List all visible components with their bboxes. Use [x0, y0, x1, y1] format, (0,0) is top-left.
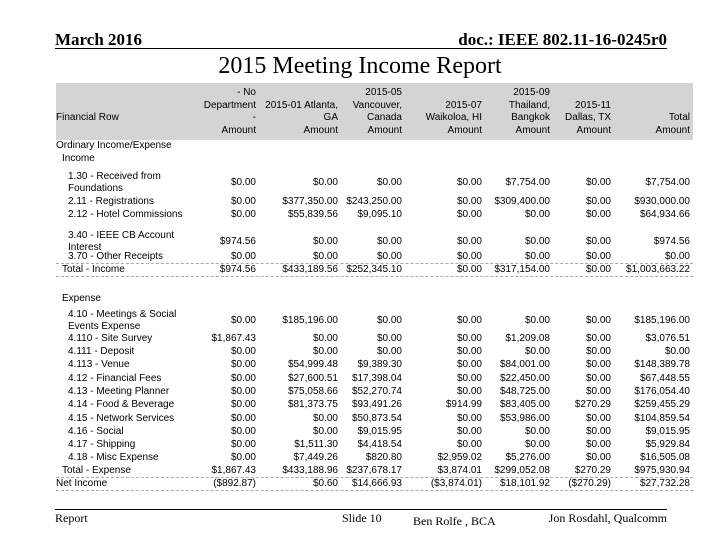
cell-value: $0.00 [524, 251, 550, 262]
cell-value: $309,400.00 [494, 196, 550, 207]
column-header-line [600, 100, 690, 113]
cell-value: $81,373.75 [287, 399, 338, 410]
cell-value: $0.00 [585, 209, 611, 220]
cell-value: $0.00 [376, 333, 402, 344]
cell-value: $299,052.08 [494, 465, 550, 476]
cell-value: $52,270.74 [351, 386, 402, 397]
cell-value: $0.00 [312, 333, 338, 344]
cell-value: $0.00 [585, 439, 611, 450]
cell-value: $433,189.56 [282, 264, 338, 275]
cell-value: $0.00 [376, 315, 402, 326]
row-label: 4.111 - Deposit [68, 346, 135, 357]
cell-value: $0.00 [312, 413, 338, 424]
cell-value: $0.00 [312, 346, 338, 357]
cell-value: $0.00 [230, 413, 256, 424]
cell-value: $0.00 [456, 315, 482, 326]
cell-value: $0.00 [456, 177, 482, 188]
cell-value: ($270.29) [568, 478, 611, 489]
row-label: Total - Expense [62, 465, 131, 476]
row-separator [56, 490, 693, 491]
cell-value: $377,350.00 [282, 196, 338, 207]
cell-value: $0.60 [312, 478, 338, 489]
cell-value: $0.00 [585, 373, 611, 384]
cell-value: $55,839.56 [287, 209, 338, 220]
cell-value: $4,418.54 [357, 439, 402, 450]
row-label: 4.15 - Network Services [68, 413, 175, 424]
cell-value: $5,929.84 [645, 439, 690, 450]
column-header-0 [166, 87, 256, 137]
cell-value: $0.00 [585, 333, 611, 344]
cell-value: $0.00 [376, 346, 402, 357]
column-header-line: Waikoloa, HI [425, 112, 482, 123]
column-header-line: 2015-01 Atlanta, [265, 99, 338, 111]
cell-value: $14,666.93 [351, 478, 402, 489]
cell-value: $7,449.26 [293, 452, 338, 463]
cell-value: $64,934.66 [639, 209, 690, 220]
cell-value: $0.00 [230, 177, 256, 188]
cell-value: $9,015.95 [645, 426, 690, 437]
column-header-2 [312, 87, 402, 137]
cell-value: $9,095.10 [357, 209, 402, 220]
column-header-line: Canada [366, 112, 402, 123]
row-label: 4.110 - Site Survey [68, 333, 153, 344]
column-header-line: Amount [221, 124, 256, 136]
cell-value: $0.00 [312, 426, 338, 437]
footer-left: Report [55, 511, 88, 525]
cell-value: $252,345.10 [346, 264, 402, 275]
cell-value: $9,389.30 [357, 359, 402, 370]
cell-value: $0.00 [230, 452, 256, 463]
cell-value: $84,001.00 [499, 359, 550, 370]
cell-value: $93,491.26 [351, 399, 402, 410]
table-header [56, 83, 693, 140]
row-label: 1.30 - Received from Foundations [68, 171, 161, 194]
cell-value: $0.00 [456, 236, 482, 247]
cell-value: $9,015.95 [357, 426, 402, 437]
column-header-financial-row: Financial Row [56, 112, 119, 123]
header-doc-id: doc.: IEEE 802.11-16-0245r0 [458, 30, 667, 49]
cell-value: $0.00 [230, 426, 256, 437]
cell-value: $1,209.08 [505, 333, 550, 344]
column-header-line [600, 87, 690, 100]
cell-value: $0.00 [456, 196, 482, 207]
cell-value: $0.00 [524, 209, 550, 220]
row-label: 4.18 - Misc Expense [68, 452, 159, 463]
cell-value: $0.00 [376, 251, 402, 262]
cell-value: $0.00 [585, 413, 611, 424]
cell-value: $0.00 [456, 426, 482, 437]
cell-value: $0.00 [376, 177, 402, 188]
header-divider [55, 48, 667, 49]
cell-value: $0.00 [230, 386, 256, 397]
cell-value: $259,455.29 [634, 399, 690, 410]
cell-value: $0.00 [456, 264, 482, 275]
column-header-line: Thailand, [508, 99, 550, 111]
cell-value: $1,511.30 [294, 439, 338, 450]
cell-value: $930,000.00 [634, 196, 690, 207]
cell-value: $75,058.66 [287, 386, 338, 397]
cell-value: $0.00 [585, 264, 611, 275]
cell-value: $0.00 [585, 251, 611, 262]
column-header-5 [521, 87, 611, 137]
cell-value: $0.00 [524, 236, 550, 247]
column-header-line: 2015-05 [365, 87, 402, 98]
footer-presenter: Ben Rolfe , BCA [413, 514, 496, 528]
row-label: 4.17 - Shipping [68, 439, 136, 450]
cell-value: $243,250.00 [346, 196, 402, 207]
cell-value: $0.00 [312, 236, 338, 247]
cell-value: $5,276.00 [505, 452, 550, 463]
cell-value: $1,003,663.22 [626, 264, 690, 275]
column-header-line: 2015-07 [445, 99, 482, 111]
cell-value: $0.00 [585, 236, 611, 247]
column-header-line: 2015-09 [513, 87, 550, 98]
column-header-line: Total [668, 112, 690, 123]
cell-value: $7,754.00 [645, 177, 690, 188]
cell-value: ($3,874.01) [430, 478, 482, 489]
cell-value: $0.00 [524, 426, 550, 437]
cell-value: $974.56 [219, 264, 256, 275]
cell-value: $0.00 [585, 196, 611, 207]
cell-value: $0.00 [230, 196, 256, 207]
column-header-line: Amount [303, 124, 338, 136]
row-label: Ordinary Income/Expense [56, 140, 172, 151]
row-label: 4.13 - Meeting Planner [68, 386, 170, 397]
column-header-line: 2015-11 [575, 99, 611, 111]
cell-value: $7,754.00 [505, 177, 550, 188]
column-header-line [521, 87, 611, 100]
cell-value: $17,398.04 [351, 373, 402, 384]
cell-value: $148,389.78 [634, 359, 690, 370]
cell-value: $0.00 [585, 177, 611, 188]
cell-value: $27,600.51 [287, 373, 338, 384]
column-header-line: Dallas, TX [565, 112, 611, 123]
cell-value: $0.00 [585, 386, 611, 397]
cell-value: $0.00 [230, 399, 256, 410]
row-label: 4.10 - Meetings & Social Events Expense [68, 309, 177, 332]
cell-value: $0.00 [664, 346, 690, 357]
cell-value: $0.00 [456, 333, 482, 344]
footer-slide-number: Slide 10 [342, 511, 382, 525]
row-label: 4.16 - Social [68, 426, 124, 437]
header-date: March 2016 [55, 30, 143, 49]
column-header-line: - No [237, 87, 256, 98]
cell-value: $3,076.51 [645, 333, 690, 344]
cell-value: $48,725.00 [499, 386, 550, 397]
cell-value: $0.00 [524, 439, 550, 450]
cell-value: $0.00 [456, 359, 482, 370]
cell-value: $0.00 [456, 373, 482, 384]
cell-value: $16,505.08 [639, 452, 690, 463]
column-header-6 [600, 87, 690, 137]
cell-value: $974.56 [653, 236, 690, 247]
cell-value: $0.00 [230, 373, 256, 384]
cell-value: $237,678.17 [346, 465, 402, 476]
row-label: 4.113 - Venue [68, 359, 130, 370]
cell-value: $176,054.40 [634, 386, 690, 397]
column-header-line: Amount [447, 124, 482, 136]
cell-value: $27,732.28 [639, 478, 690, 489]
cell-value: $185,196.00 [634, 315, 690, 326]
row-label: Total - Income [62, 264, 125, 275]
cell-value: $0.00 [524, 346, 550, 357]
row-label: Net Income [56, 478, 108, 489]
cell-value: $22,450.00 [499, 373, 550, 384]
cell-value: $50,873.54 [351, 413, 402, 424]
cell-value: $185,196.00 [282, 315, 338, 326]
row-label: 4.14 - Food & Beverage [68, 399, 175, 410]
cell-value: $104,859.54 [634, 413, 690, 424]
row-label: 3.40 - IEEE CB Account Interest [68, 230, 175, 253]
cell-value: $0.00 [230, 346, 256, 357]
row-label: 3.70 - Other Receipts [68, 251, 164, 262]
column-header-line: Amount [576, 124, 611, 136]
cell-value: $0.00 [585, 315, 611, 326]
row-separator [56, 477, 693, 478]
column-header-line: Amount [655, 124, 690, 136]
cell-value: $914.99 [445, 399, 482, 410]
cell-value: $0.00 [312, 251, 338, 262]
row-separator [56, 263, 693, 264]
cell-value: $0.00 [664, 251, 690, 262]
footer-divider [55, 509, 667, 510]
cell-value: $83,405.00 [499, 399, 550, 410]
cell-value: $0.00 [456, 209, 482, 220]
cell-value: $0.00 [456, 439, 482, 450]
cell-value: $0.00 [230, 315, 256, 326]
column-header-line: Vancouver, [352, 99, 402, 111]
row-label: Expense [62, 293, 101, 304]
cell-value: $0.00 [456, 413, 482, 424]
cell-value: $975,930.94 [634, 465, 690, 476]
cell-value: $433,188.96 [282, 465, 338, 476]
cell-value: $0.00 [585, 359, 611, 370]
cell-value: ($892.87) [213, 478, 256, 489]
row-label: 2.12 - Hotel Commissions [68, 209, 183, 220]
cell-value: $270.29 [574, 399, 611, 410]
cell-value: $1,867.43 [211, 465, 256, 476]
cell-value: $0.00 [585, 452, 611, 463]
row-label: 2.11 - Registrations [68, 196, 154, 207]
column-header-line: Bangkok [511, 112, 550, 123]
cell-value: $317,154.00 [494, 264, 550, 275]
cell-value: $0.00 [230, 209, 256, 220]
cell-value: $54,999.48 [287, 359, 338, 370]
column-header-line: Department [203, 99, 256, 111]
cell-value: $0.00 [230, 359, 256, 370]
cell-value: $53,986.00 [499, 413, 550, 424]
cell-value: $67,448.55 [639, 373, 690, 384]
column-header-line: Amount [367, 124, 402, 136]
cell-value: $0.00 [524, 315, 550, 326]
cell-value: $0.00 [312, 177, 338, 188]
column-header-line: Amount [515, 124, 550, 136]
row-label: Income [62, 153, 95, 164]
column-header-line: GA [323, 112, 338, 123]
cell-value: $0.00 [585, 426, 611, 437]
cell-value: $3,874.01 [437, 465, 482, 476]
cell-value: $1,867.43 [211, 333, 256, 344]
cell-value: $2,959.02 [437, 452, 482, 463]
cell-value: $0.00 [585, 346, 611, 357]
footer-author: Jon Rosdahl, Qualcomm [548, 511, 667, 525]
cell-value: $0.00 [456, 251, 482, 262]
income-report-table [56, 83, 693, 489]
cell-value: $0.00 [230, 439, 256, 450]
cell-value: $0.00 [376, 236, 402, 247]
cell-value: $0.00 [230, 251, 256, 262]
row-label: 4.12 - Financial Fees [68, 373, 162, 384]
row-separator [56, 276, 693, 277]
cell-value: $0.00 [456, 386, 482, 397]
cell-value: $18,101.92 [499, 478, 550, 489]
cell-value: $820.80 [365, 452, 402, 463]
cell-value: $974.56 [219, 236, 256, 247]
page-title: 2015 Meeting Income Report [218, 53, 502, 79]
cell-value: $0.00 [456, 346, 482, 357]
column-header-line: - [252, 112, 256, 123]
cell-value: $270.29 [574, 465, 611, 476]
